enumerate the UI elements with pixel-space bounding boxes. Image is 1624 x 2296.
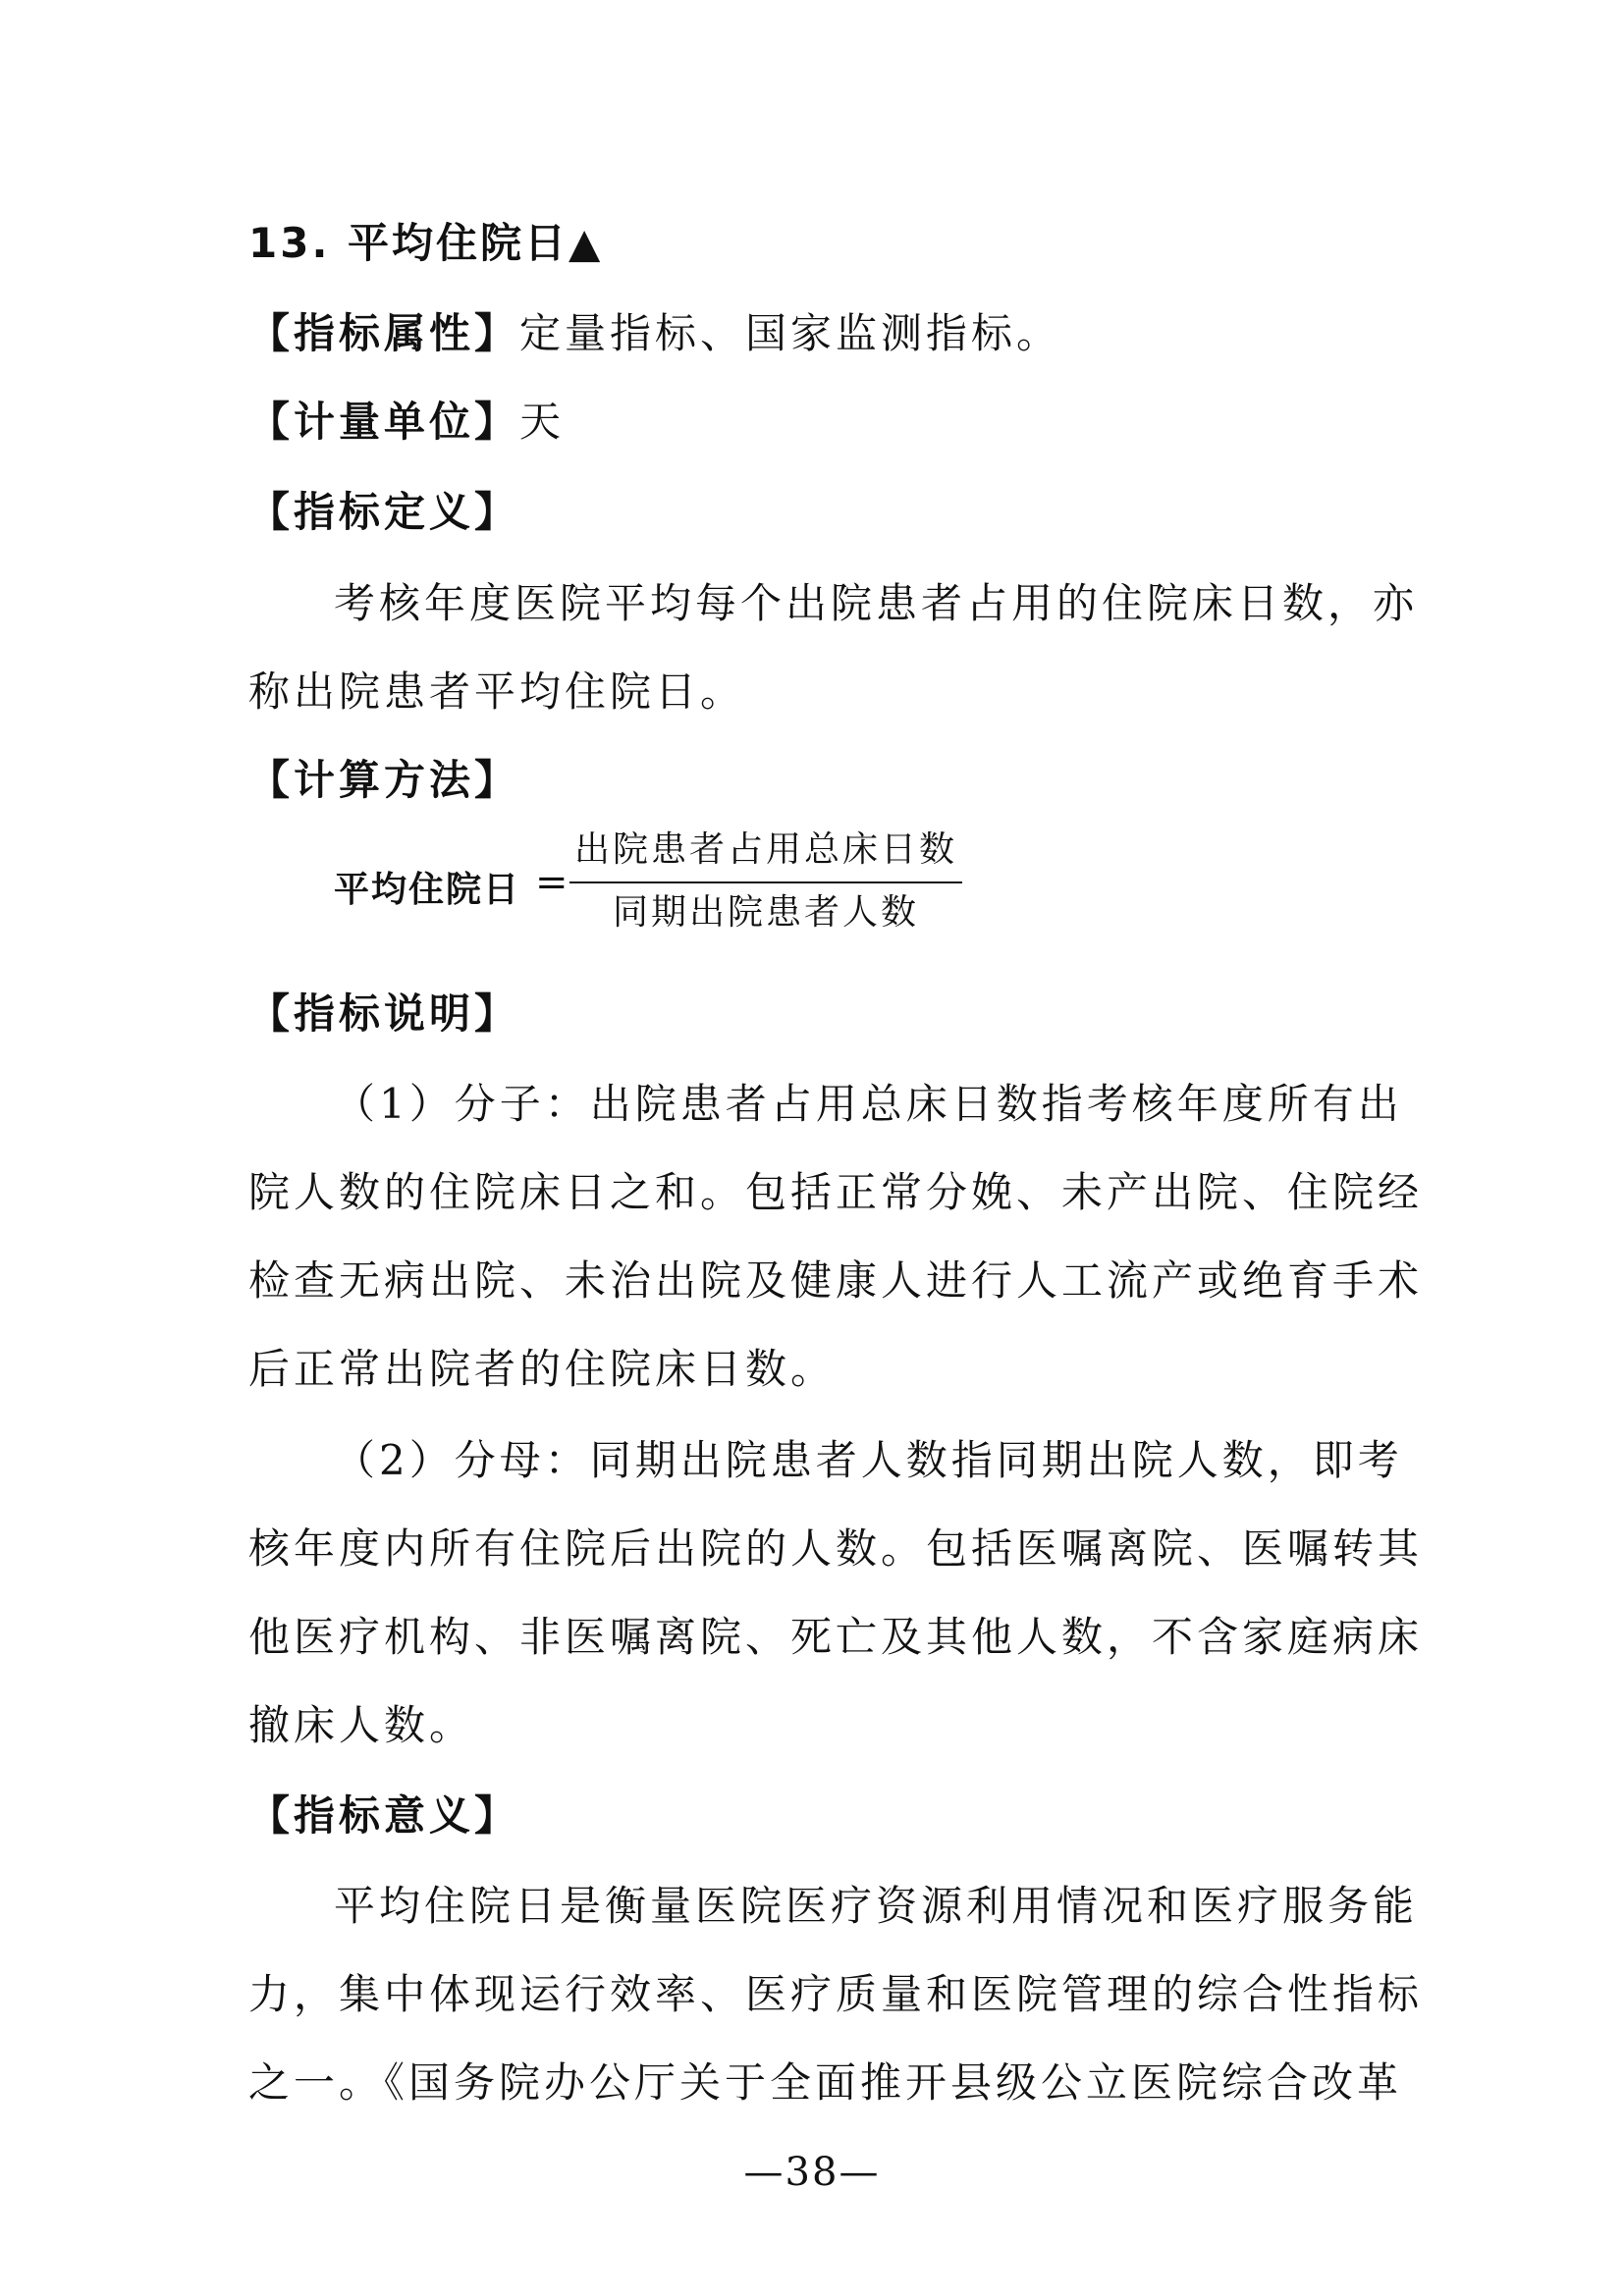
definition-line: 称出院患者平均住院日。 <box>248 667 746 716</box>
definition-line: 考核年度医院平均每个出院患者占用的住院床日数，亦 <box>334 579 1419 627</box>
unit-row <box>248 393 1387 452</box>
explanation-line: 撤床人数。 <box>248 1701 475 1749</box>
page-number: —38— <box>743 2150 881 2195</box>
significance-line: 之一。《国务院办公厅关于全面推开县级公立医院综合改革 <box>248 2058 1403 2107</box>
formula-fraction <box>569 825 962 938</box>
explanation-line: （1）分子：出院患者占用总床日数指考核年度所有出 <box>334 1080 1403 1128</box>
formula-equals: = <box>535 860 568 905</box>
unit-label: 【计量单位】 <box>248 398 520 446</box>
explanation-line: 他医疗机构、非医嘱离院、死亡及其他人数，不含家庭病床 <box>248 1613 1424 1661</box>
significance-line: 平均住院日是衡量医院医疗资源利用情况和医疗服务能 <box>334 1882 1419 1930</box>
formula-lhs: 平均住院日 <box>334 870 521 910</box>
unit-value: 天 <box>519 398 566 446</box>
explanation-label: 【指标说明】 <box>248 989 520 1038</box>
explanation-line: 检查无病出院、未治出院及健康人进行人工流产或绝育手术 <box>248 1256 1424 1305</box>
explanation-line: （2）分母：同期出院患者人数指同期出院人数，即考 <box>334 1436 1403 1484</box>
definition-label: 【指标定义】 <box>248 488 520 536</box>
formula <box>334 825 972 952</box>
method-label: 【计算方法】 <box>248 756 520 804</box>
property-row <box>248 304 1387 363</box>
property-label: 【指标属性】 <box>248 309 520 357</box>
formula-denominator: 同期出院患者人数 <box>612 892 919 933</box>
property-value: 定量指标、国家监测指标。 <box>519 309 1062 357</box>
explanation-line: 后正常出院者的住院床日数。 <box>248 1345 837 1393</box>
significance-line: 力，集中体现运行效率、医疗质量和医院管理的综合性指标 <box>248 1970 1424 2018</box>
formula-numerator: 出院患者占用总床日数 <box>573 829 957 870</box>
explanation-line: 院人数的住院床日之和。包括正常分娩、未产出院、住院经 <box>248 1168 1424 1216</box>
explanation-line: 核年度内所有住院后出院的人数。包括医嘱离院、医嘱转其 <box>248 1524 1424 1573</box>
fraction-bar <box>569 881 962 883</box>
section-title: 13. 平均住院日▲ <box>248 219 604 267</box>
significance-label: 【指标意义】 <box>248 1791 520 1840</box>
